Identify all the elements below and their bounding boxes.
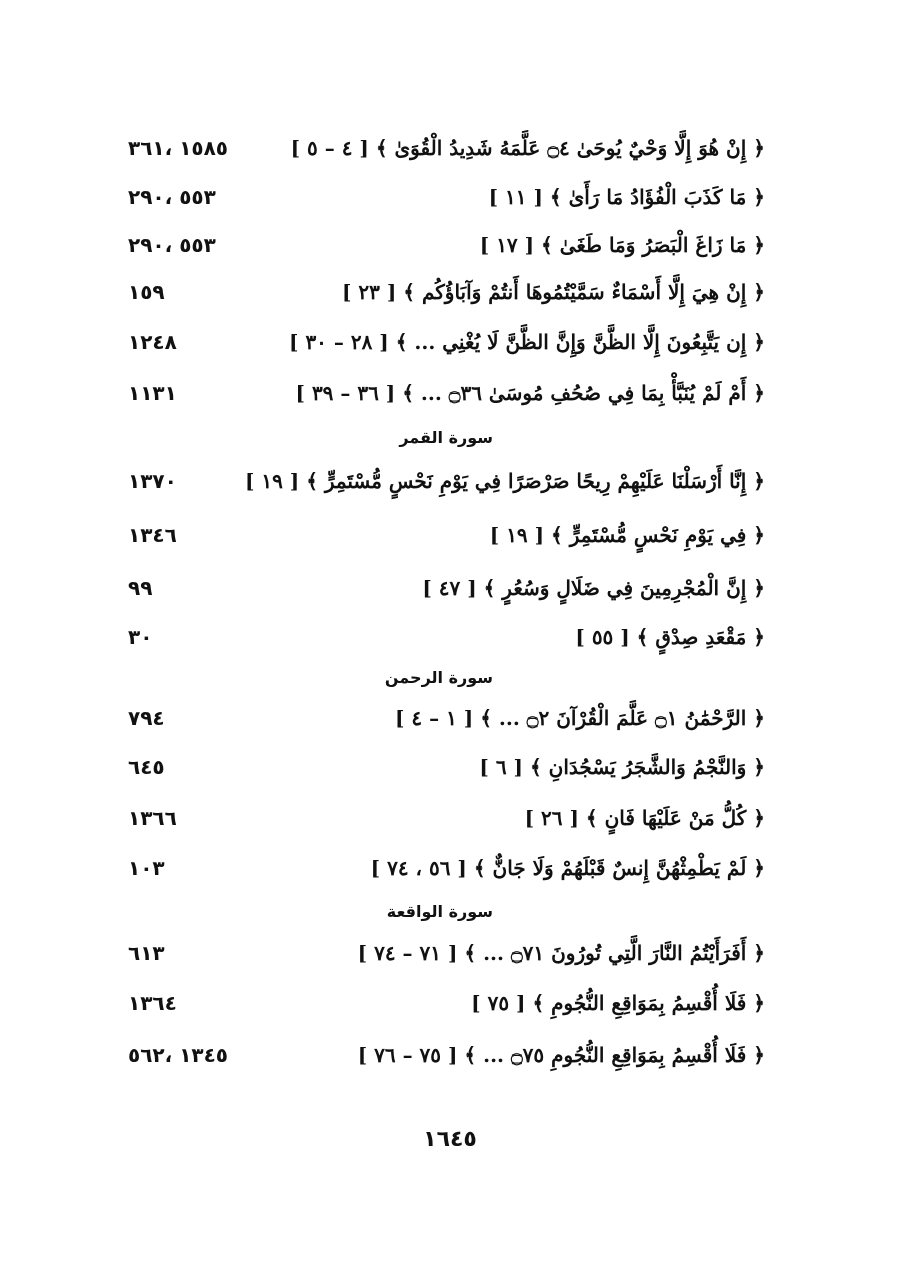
surah-heading: سورة الواقعة	[386, 902, 493, 921]
page-references: ١٢٤٨	[128, 330, 177, 354]
index-entry	[0, 703, 900, 743]
page-references: ١٥٨٥ ،٣٦١	[128, 136, 229, 160]
surah-heading: سورة الرحمن	[384, 668, 493, 687]
verse-citation: ﴿ إِنَّ الْمُجْرِمِينَ فِي ضَلَالٍ وَسُعُرٍ ﴾ [ ٤٧ ]	[422, 576, 765, 600]
page-references: ٥٥٣ ،٢٩٠	[128, 233, 216, 257]
verse-citation: ﴿ مَقْعَدِ صِدْقٍ ﴾ [ ٥٥ ]	[575, 625, 765, 649]
page-references: ١١٣١	[128, 381, 177, 405]
page-references: ٦٤٥	[128, 755, 165, 779]
page-references: ١٣٤٥ ،٥٦٢	[128, 1043, 229, 1067]
verse-citation: ﴿ إِنْ هِيَ إِلَّا أَسْمَاءٌ سَمَّيْتُمُوهَا أَنتُمْ وَآبَاؤُكُم ﴾ [ ٢٣ ]	[341, 280, 765, 304]
page-number: ١٦٤٥	[423, 1127, 477, 1152]
verse-citation: ﴿ إِن يَتَّبِعُونَ إِلَّا الظَّنَّ وَإِنَّ الظَّنَّ لَا يُغْنِي ... ﴾ [ ٢٨ – ٣٠ ]	[289, 330, 765, 354]
verse-citation: ﴿ إِنَّا أَرْسَلْنَا عَلَيْهِمْ رِيحًا صَرْصَرًا فِي يَوْمِ نَحْسٍ مُّسْتَمِرٍّ ﴾ [ ١٩ ]	[245, 469, 765, 493]
index-entry	[0, 327, 900, 367]
verse-citation: ﴿ فَلَا أُقْسِمُ بِمَوَاقِعِ النُّجُومِ ۝٧٥ ... ﴾ [ ٧٥ – ٧٦ ]	[357, 1043, 765, 1067]
surah-heading: سورة القمر	[399, 428, 493, 447]
page-references: ١٥٩	[128, 280, 165, 304]
page-references: ١٣٦٤	[128, 991, 177, 1015]
page-references: ٧٩٤	[128, 706, 165, 730]
index-entry	[0, 182, 900, 222]
verse-citation: ﴿ فِي يَوْمِ نَحْسٍ مُّسْتَمِرٍّ ﴾ [ ١٩ ]	[489, 523, 765, 547]
index-entry	[0, 573, 900, 613]
page-references: ٦١٣	[128, 941, 165, 965]
index-entry	[0, 938, 900, 978]
verse-citation: ﴿ لَمْ يَطْمِثْهُنَّ إِنسٌ قَبْلَهُمْ وَلَا جَانٌّ ﴾ [ ٥٦ ، ٧٤ ]	[370, 856, 765, 880]
page-references: ٥٥٣ ،٢٩٠	[128, 185, 216, 209]
page-references: ٣٠	[128, 625, 153, 649]
page-references: ١٠٣	[128, 856, 165, 880]
index-entry	[0, 230, 900, 270]
index-entry	[0, 378, 900, 418]
verse-citation: ﴿ إِنْ هُوَ إِلَّا وَحْيٌ يُوحَىٰ ۝٤ عَلَّمَهُ شَدِيدُ الْقُوَىٰ ﴾ [ ٤ – ٥ ]	[290, 136, 765, 160]
index-entry	[0, 853, 900, 893]
index-entry	[0, 520, 900, 560]
page-references: ٩٩	[128, 576, 153, 600]
index-entry	[0, 133, 900, 173]
verse-citation: ﴿ فَلَا أُقْسِمُ بِمَوَاقِعِ النُّجُومِ ﴾ [ ٧٥ ]	[471, 991, 765, 1015]
page-references: ١٣٦٦	[128, 806, 177, 830]
index-entry	[0, 752, 900, 792]
page-references: ١٣٧٠	[128, 469, 177, 493]
verse-citation: ﴿ أَفَرَأَيْتُمُ النَّارَ الَّتِي تُورُونَ ۝٧١ ... ﴾ [ ٧١ – ٧٤ ]	[357, 941, 765, 965]
verse-citation: ﴿ وَالنَّجْمُ وَالشَّجَرُ يَسْجُدَانِ ﴾ [ ٦ ]	[479, 755, 765, 779]
index-entry	[0, 803, 900, 843]
index-entry	[0, 277, 900, 317]
verse-citation: ﴿ الرَّحْمَٰنُ ۝١ عَلَّمَ الْقُرْآنَ ۝٢ ... ﴾ [ ١ – ٤ ]	[394, 706, 765, 730]
verse-citation: ﴿ أَمْ لَمْ يُنَبَّأْ بِمَا فِي صُحُفِ مُوسَىٰ ۝٣٦ ... ﴾ [ ٣٦ – ٣٩ ]	[295, 381, 765, 405]
index-entry	[0, 1040, 900, 1080]
verse-citation: ﴿ مَا زَاغَ الْبَصَرُ وَمَا طَغَىٰ ﴾ [ ١٧ ]	[479, 233, 765, 257]
index-entry	[0, 988, 900, 1028]
index-entry	[0, 622, 900, 662]
verse-citation: ﴿ مَا كَذَبَ الْفُؤَادُ مَا رَأَىٰ ﴾ [ ١١ ]	[488, 185, 765, 209]
verse-citation: ﴿ كُلُّ مَنْ عَلَيْهَا فَانٍ ﴾ [ ٢٦ ]	[524, 806, 765, 830]
page-references: ١٣٤٦	[128, 523, 177, 547]
index-entry	[0, 466, 900, 506]
